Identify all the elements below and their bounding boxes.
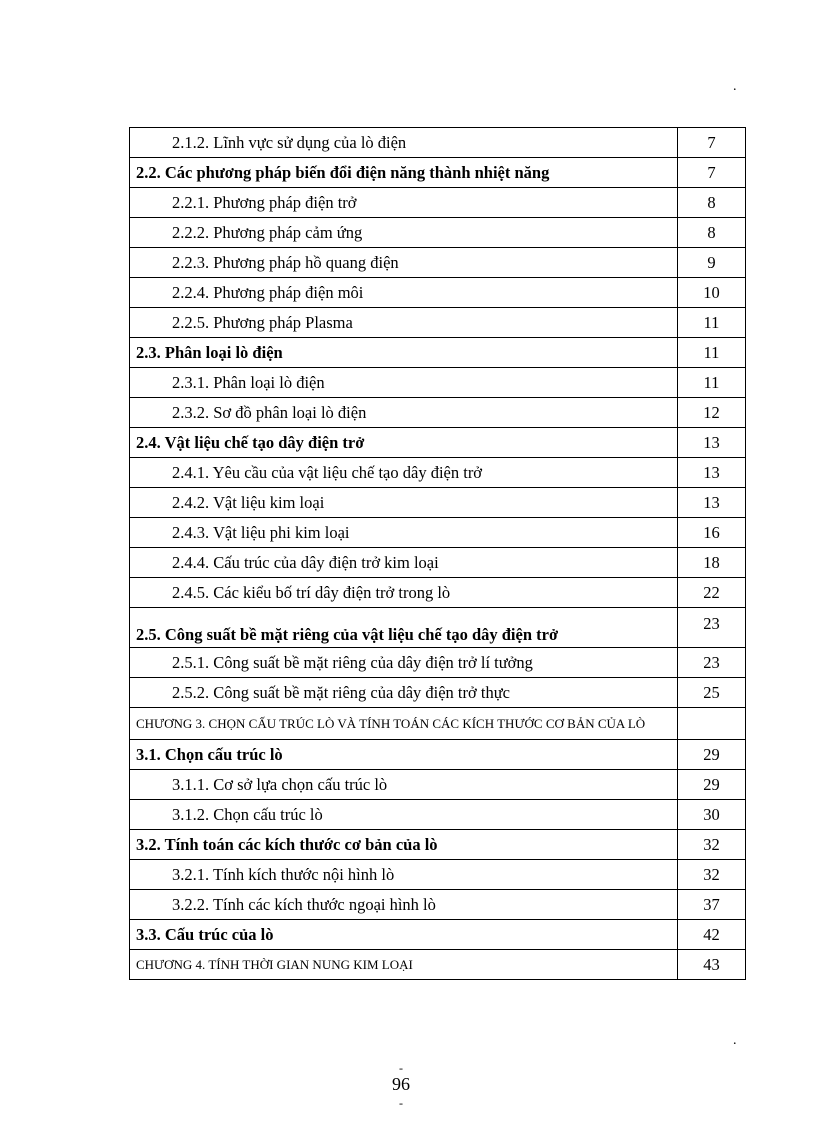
toc-page-number: 7	[678, 128, 746, 158]
toc-row	[130, 678, 746, 708]
toc-page-number: 11	[678, 308, 746, 338]
toc-row	[130, 458, 746, 488]
toc-entry-title: 2.5. Công suất bề mặt riêng của vật liệu chế tạo dây điện trở	[130, 608, 678, 648]
toc-entry-title: 3.2.1. Tính kích thước nội hình lò	[130, 860, 678, 890]
toc-row	[130, 188, 746, 218]
toc-row	[130, 128, 746, 158]
toc-row	[130, 830, 746, 860]
toc-page-number: 32	[678, 860, 746, 890]
toc-entry-title: 2.4.2. Vật liệu kim loại	[130, 488, 678, 518]
toc-row	[130, 368, 746, 398]
toc-row	[130, 770, 746, 800]
toc-chapter-title: CHƯƠNG 4. TÍNH THỜI GIAN NUNG KIM LOẠI	[130, 950, 678, 980]
toc-entry-title: 3.2.2. Tính các kích thước ngoại hình lò	[130, 890, 678, 920]
toc-page-number: 25	[678, 678, 746, 708]
toc-page-number: 23	[678, 608, 746, 648]
toc-page-number: 30	[678, 800, 746, 830]
toc-entry-title: 3.3. Cấu trúc của lò	[130, 920, 678, 950]
toc-row	[130, 740, 746, 770]
toc-row	[130, 860, 746, 890]
toc-page-number: 8	[678, 218, 746, 248]
toc-page-number: 18	[678, 548, 746, 578]
toc-row	[130, 428, 746, 458]
toc-entry-title: 2.1.2. Lĩnh vực sử dụng của lò điện	[130, 128, 678, 158]
toc-entry-title: 2.4.3. Vật liệu phi kim loại	[130, 518, 678, 548]
toc-row	[130, 708, 746, 740]
toc-row	[130, 950, 746, 980]
toc-entry-title: 2.4.5. Các kiểu bố trí dây điện trở trong lò	[130, 578, 678, 608]
toc-entry-title: 2.2. Các phương pháp biến đổi điện năng thành nhiệt năng	[130, 158, 678, 188]
toc-entry-title: 2.2.3. Phương pháp hồ quang điện	[130, 248, 678, 278]
toc-page-number: 37	[678, 890, 746, 920]
toc-page-number: 8	[678, 188, 746, 218]
toc-entry-title: 2.3.2. Sơ đồ phân loại lò điện	[130, 398, 678, 428]
toc-entry-title: 2.4. Vật liệu chế tạo dây điện trở	[130, 428, 678, 458]
toc-entry-title: 3.1.1. Cơ sở lựa chọn cấu trúc lò	[130, 770, 678, 800]
toc-chapter-title: CHƯƠNG 3. CHỌN CẤU TRÚC LÒ VÀ TÍNH TOÁN CÁC KÍCH THƯỚC CƠ BẢN CỦA LÒ	[130, 708, 678, 740]
toc-row	[130, 608, 746, 648]
toc-row	[130, 800, 746, 830]
toc-page-number: 12	[678, 398, 746, 428]
toc-entry-title: 2.2.4. Phương pháp điện môi	[130, 278, 678, 308]
toc-entry-title: 2.5.2. Công suất bề mặt riêng của dây điện trở thực	[130, 678, 678, 708]
toc-page-number: 13	[678, 458, 746, 488]
toc-entry-title: 3.1.2. Chọn cấu trúc lò	[130, 800, 678, 830]
toc-page-number: 9	[678, 248, 746, 278]
toc-page-number: 42	[678, 920, 746, 950]
table-of-contents	[129, 127, 746, 980]
toc-row	[130, 890, 746, 920]
toc-row	[130, 648, 746, 678]
toc-page-number: 16	[678, 518, 746, 548]
toc-page-number: 43	[678, 950, 746, 980]
toc-entry-title: 2.4.1. Yêu cầu của vật liệu chế tạo dây điện trở	[130, 458, 678, 488]
toc-page-number: 23	[678, 648, 746, 678]
toc-page-number: 29	[678, 770, 746, 800]
toc-row	[130, 548, 746, 578]
toc-entry-title: 2.2.1. Phương pháp điện trở	[130, 188, 678, 218]
toc-page-number: 22	[678, 578, 746, 608]
toc-page-number: 11	[678, 368, 746, 398]
toc-entry-title: 2.2.2. Phương pháp cảm ứng	[130, 218, 678, 248]
toc-row	[130, 308, 746, 338]
toc-row	[130, 218, 746, 248]
toc-page-number: 29	[678, 740, 746, 770]
toc-row	[130, 518, 746, 548]
toc-row	[130, 398, 746, 428]
toc-entry-title: 2.4.4. Cấu trúc của dây điện trở kim loại	[130, 548, 678, 578]
toc-row	[130, 578, 746, 608]
toc-entry-title: 3.1. Chọn cấu trúc lò	[130, 740, 678, 770]
toc-row	[130, 920, 746, 950]
toc-row	[130, 278, 746, 308]
toc-page-number: 13	[678, 428, 746, 458]
toc-entry-title: 2.3.1. Phân loại lò điện	[130, 368, 678, 398]
toc-page-number: 11	[678, 338, 746, 368]
toc-entry-title: 3.2. Tính toán các kích thước cơ bản của lò	[130, 830, 678, 860]
toc-body	[130, 128, 746, 980]
corner-dot-top: .	[733, 79, 737, 94]
toc-entry-title: 2.3. Phân loại lò điện	[130, 338, 678, 368]
corner-dot-bottom: .	[733, 1033, 737, 1048]
toc-row	[130, 248, 746, 278]
toc-entry-title: 2.2.5. Phương pháp Plasma	[130, 308, 678, 338]
toc-row	[130, 488, 746, 518]
page-number: 96	[392, 1074, 410, 1094]
toc-page-number: 7	[678, 158, 746, 188]
toc-row	[130, 158, 746, 188]
toc-page-number: 13	[678, 488, 746, 518]
footer-dash-bottom: -	[399, 1096, 403, 1110]
toc-page-number: 32	[678, 830, 746, 860]
toc-page-number	[678, 708, 746, 740]
toc-row	[130, 338, 746, 368]
footer-dash-top: -	[399, 1061, 403, 1075]
toc-entry-title: 2.5.1. Công suất bề mặt riêng của dây điện trở lí tưởng	[130, 648, 678, 678]
toc-page-number: 10	[678, 278, 746, 308]
